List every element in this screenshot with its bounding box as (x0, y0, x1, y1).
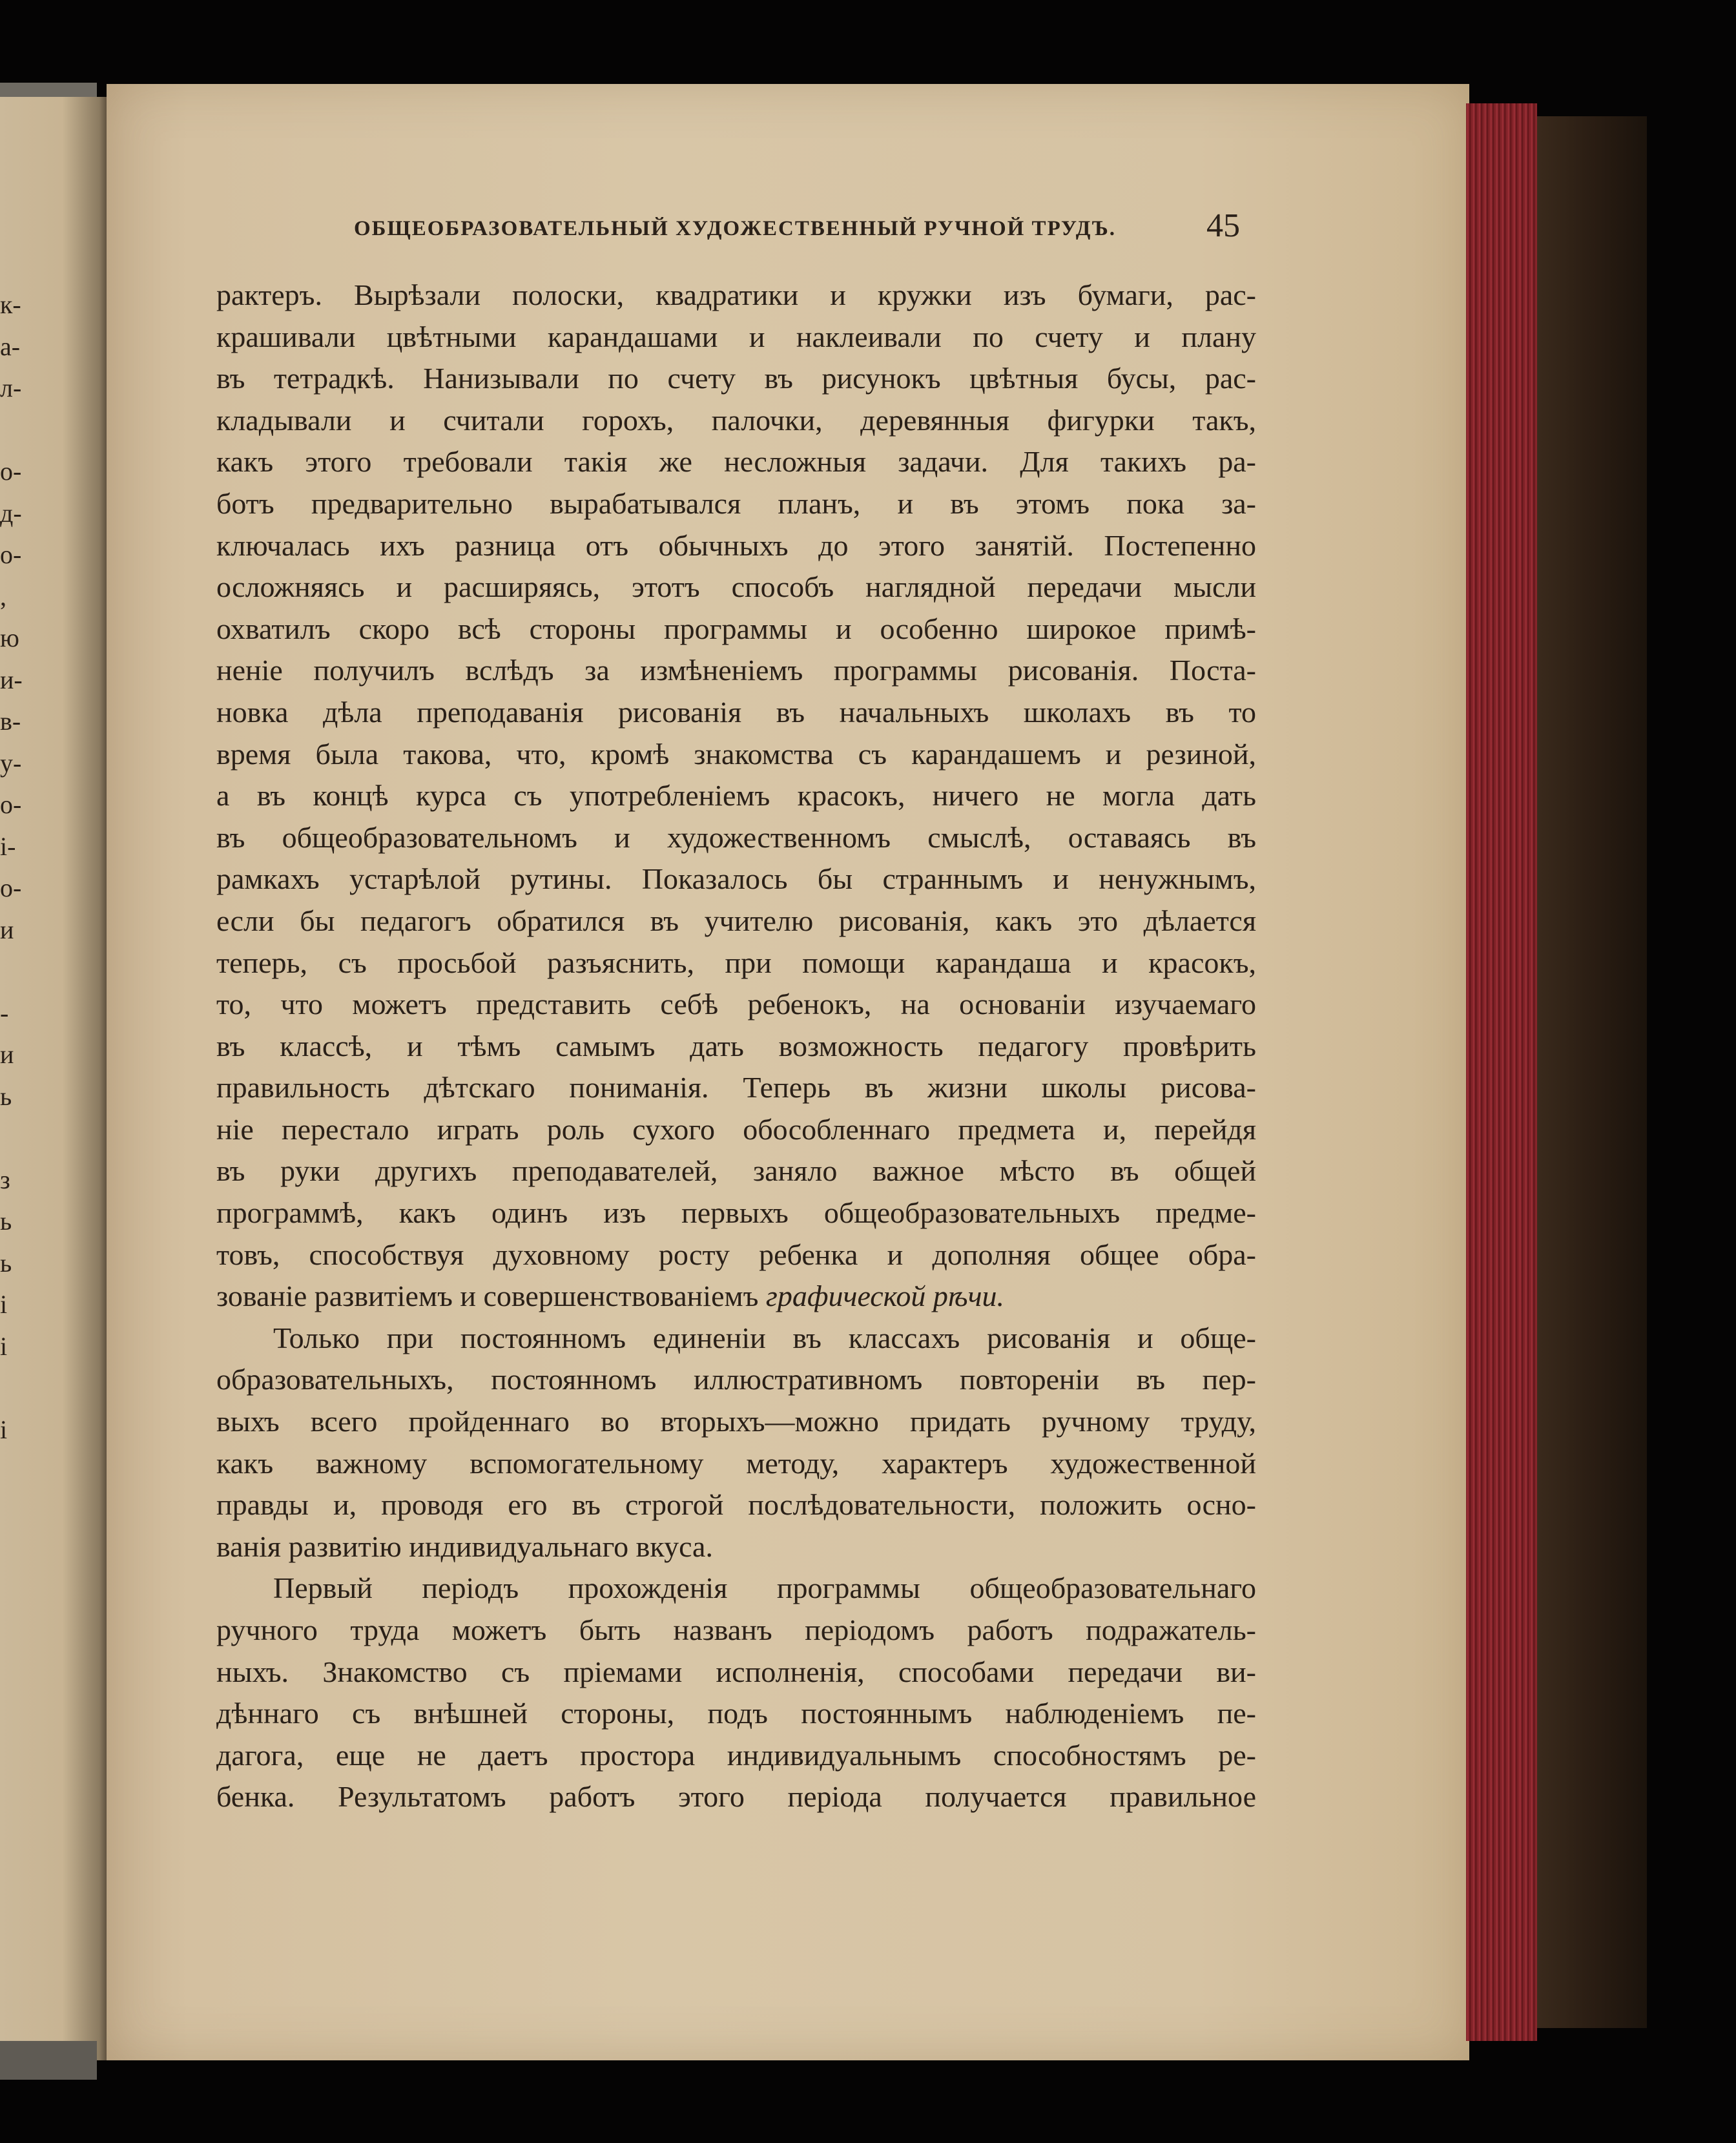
left-fragment: - (0, 998, 9, 1028)
left-fragment: д- (0, 498, 22, 528)
running-title: ОБЩЕОБРАЗОВАТЕЛЬНЫЙ ХУДОЖЕСТВЕННЫЙ РУЧНОЙ ТРУДЪ. (354, 217, 1116, 240)
book-cover-edge (1537, 116, 1647, 2028)
text-line: то, что можетъ представить себѣ ребенокъ, на основаніи изучаемаго (216, 988, 1256, 1021)
page-edges-red (1466, 103, 1537, 2041)
left-fragment: и- (0, 665, 23, 694)
italic-emphasis: графической рѣчи. (765, 1279, 1005, 1313)
left-fragment: а- (0, 331, 21, 361)
left-fragment: о- (0, 790, 22, 819)
left-page-fragments (0, 284, 26, 1451)
left-fragment: , (0, 581, 6, 611)
left-fragment: в- (0, 707, 21, 736)
text-line: въ общеобразовательномъ и художественномъ смыслѣ, оставаясь въ (216, 820, 1256, 854)
text-line: рамкахъ устарѣлой рутины. Показалось бы страннымъ и ненужнымъ, (216, 862, 1256, 896)
page-number: 45 (1206, 207, 1240, 244)
text-line: правильность дѣтскаго пониманія. Теперь въ жизни школы рисова- (216, 1071, 1256, 1104)
text-line: въ тетрадкѣ. Нанизывали по счету въ рисунокъ цвѣтныя бусы, рас- (216, 362, 1256, 395)
text-line: а въ концѣ курса съ употребленіемъ красокъ, ничего не могла дать (216, 779, 1256, 813)
text-line: дѣннаго съ внѣшней стороны, подъ постояннымъ наблюденіемъ пе- (216, 1697, 1256, 1730)
text-line: рактеръ. Вырѣзали полоски, квадратики и кружки изъ бумаги, рас- (216, 278, 1256, 311)
left-fragment: к- (0, 290, 21, 319)
text-line: выхъ всего пройденнаго во вторыхъ—можно придать ручному труду, (216, 1405, 1256, 1438)
text-line: крашивали цвѣтными карандашами и наклеивали по счету и плану (216, 320, 1256, 353)
text-line: правды и, проводя его въ строгой послѣдовательности, положить осно- (216, 1488, 1256, 1522)
text-line: въ руки другихъ преподавателей, заняло важное мѣсто въ общей (216, 1154, 1256, 1188)
text-line: образовательныхъ, постоянномъ иллюстративномъ повтореніи въ пер- (216, 1363, 1256, 1396)
text-line: если бы педагогъ обратился въ учителю рисованія, какъ это дѣлается (216, 904, 1256, 937)
left-fragment: о- (0, 540, 22, 569)
text-line: ванія развитію индивидуальнаго вкуса. (216, 1529, 713, 1563)
left-fragment: и (0, 1040, 14, 1069)
left-fragment: и (0, 915, 14, 944)
text-line: въ классѣ, и тѣмъ самымъ дать возможность педагогу провѣрить (216, 1029, 1256, 1062)
left-fragment: і (0, 1414, 8, 1444)
text-line: какъ этого требовали такія же несложныя задачи. Для такихъ ра- (216, 445, 1256, 479)
text-line: бенка. Результатомъ работъ этого періода получается правильное (216, 1780, 1256, 1814)
text-line: программѣ, какъ одинъ изъ первыхъ общеобразовательныхъ предме- (216, 1196, 1256, 1230)
left-fragment: ь (0, 1248, 12, 1278)
left-fragment: ю (0, 623, 19, 652)
text-line: Только при постоянномъ единеніи въ классахъ рисованія и обще- (273, 1321, 1256, 1354)
left-fragment (0, 1367, 26, 1409)
text-line: ключалась ихъ разница отъ обычныхъ до этого занятій. Постепенно (216, 528, 1256, 562)
text-line: ботъ предварительно вырабатывался планъ, и въ этомъ пока за- (216, 486, 1256, 520)
text-line: охватилъ скоро всѣ стороны программы и особенно широкое примѣ- (216, 612, 1256, 645)
text-line: теперь, съ просьбой разъяснить, при помощи карандаша и красокъ, (216, 946, 1256, 979)
left-cover-cloth-bottom (0, 2041, 97, 2080)
left-fragment: у- (0, 748, 22, 778)
left-fragment (0, 951, 26, 993)
text-line: дагога, еще не даетъ простора индивидуальнымъ способностямъ ре- (216, 1738, 1256, 1772)
text-line: кладывали и считали горохъ, палочки, деревянныя фигурки такъ, (216, 403, 1256, 437)
text-line (216, 1276, 1256, 1318)
text-line: ручного труда можетъ быть названъ періодомъ работъ подражатель- (216, 1613, 1256, 1646)
text-line: осложняясь и расширяясь, этотъ способъ наглядной передачи мысли (216, 570, 1256, 604)
text-line: новка дѣла преподаванія рисованія въ начальныхъ школахъ въ то (216, 695, 1256, 729)
left-fragment: л- (0, 373, 22, 402)
left-fragment: ь (0, 1206, 12, 1236)
text-segment: зованіе развитіемъ и совершенствованіемъ (216, 1279, 766, 1313)
left-fragment: з (0, 1165, 10, 1194)
text-line: какъ важному вспомогательному методу, характеръ художественной (216, 1446, 1256, 1480)
text-line: товъ, способствуя духовному росту ребенка и дополняя общее обра- (216, 1237, 1256, 1271)
text-line: ніе перестало играть роль сухого обособленнаго предмета и, перейдя (216, 1112, 1256, 1146)
left-fragment: ь (0, 1081, 12, 1111)
body-text (216, 274, 1256, 1818)
left-fragment (0, 409, 26, 451)
left-fragment: і- (0, 831, 16, 861)
left-fragment: о- (0, 457, 22, 486)
left-fragment: і (0, 1331, 8, 1361)
text-line: неніе получилъ вслѣдъ за измѣненіемъ программы рисованія. Поста- (216, 654, 1256, 687)
left-fragment: о- (0, 873, 22, 902)
text-line: Первый періодъ прохожденія программы общеобразовательнаго (273, 1571, 1256, 1605)
left-fragment: і (0, 1290, 8, 1319)
text-line: ныхъ. Знакомство съ пріемами исполненія, способами передачи ви- (216, 1655, 1256, 1688)
text-line: время была такова, что, кромѣ знакомства съ карандашемъ и резиной, (216, 737, 1256, 771)
left-fragment (0, 1117, 26, 1159)
